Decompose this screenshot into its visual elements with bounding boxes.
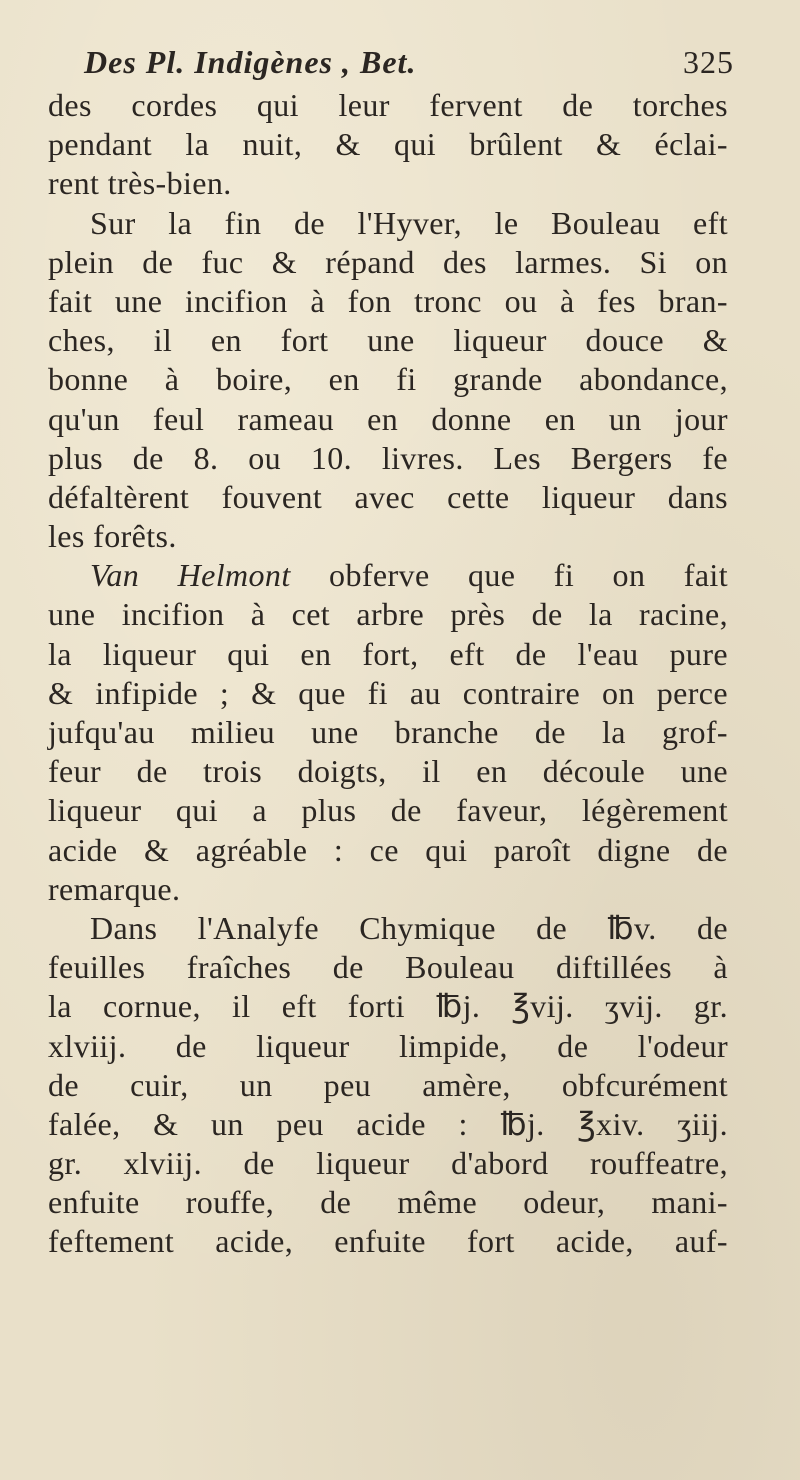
header-title: Des Pl. Indigènes , Bet. — [84, 44, 417, 80]
text-fragment: obferve que fi on fait — [329, 557, 728, 594]
text-line: feur de trois doigts, il en découle une — [48, 753, 728, 790]
text-line: la liqueur qui en fort, eft de l'eau pure — [48, 635, 728, 672]
text-line: pendant la nuit, & qui brûlent & éclai- — [48, 126, 728, 163]
running-header — [84, 44, 774, 81]
text-line: rent très-bien. — [48, 165, 232, 202]
text-line: Sur la fin de l'Hyver, le Bouleau eft — [90, 204, 728, 241]
text-line: & infipide ; & que fi au contraire on perce — [48, 674, 728, 711]
text-line: remarque. — [48, 870, 181, 907]
text-line: les forêts. — [48, 518, 177, 555]
text-line: liqueur qui a plus de faveur, légèrement — [48, 792, 728, 829]
text-line: qu'un feul rameau en donne en un jour — [48, 400, 728, 437]
text-line-with-author — [48, 556, 728, 595]
text-line: acide & agréable : ce qui paroît digne de — [48, 831, 728, 868]
text-line: gr. xlviij. de liqueur d'abord rouffeatre, — [48, 1145, 728, 1182]
text-line: jufqu'au milieu une branche de la grof- — [48, 714, 728, 750]
text-line: enfuite rouffe, de même odeur, mani- — [48, 1184, 728, 1221]
page-number: 325 — [683, 44, 734, 80]
text-line: Dans l'Analyfe Chymique de ℔v. de — [90, 909, 728, 946]
author-name: Van Helmont — [90, 557, 291, 594]
text-line: xlviij. de liqueur limpide, de l'odeur — [48, 1027, 728, 1064]
text-line: bonne à boire, en fi grande abondance, — [48, 361, 728, 398]
text-line: des cordes qui leur fervent de torches — [48, 87, 728, 123]
text-line: défaltèrent fouvent avec cette liqueur dans — [48, 478, 728, 515]
text-line: une incifion à cet arbre près de la racine, — [48, 596, 728, 633]
text-line: plus de 8. ou 10. livres. Les Bergers fe — [48, 439, 728, 476]
text-line: falée, & un peu acide : ℔j. ℥xiv. ʒiij. — [48, 1105, 728, 1142]
text-line: feftement acide, enfuite fort acide, auf- — [48, 1223, 728, 1260]
text-line: de cuir, un peu amère, obfcurément — [48, 1066, 728, 1103]
text-line: plein de fuc & répand des larmes. Si on — [48, 243, 728, 280]
text-line: la cornue, il eft forti ℔j. ℥vij. ʒvij. gr. — [48, 988, 728, 1025]
text-line: feuilles fraîches de Bouleau diftillées à — [48, 949, 728, 986]
body-text — [48, 86, 728, 1262]
text-line: ches, il en fort une liqueur douce & — [48, 322, 728, 359]
text-line: fait une incifion à fon tronc ou à fes bran- — [48, 282, 728, 319]
